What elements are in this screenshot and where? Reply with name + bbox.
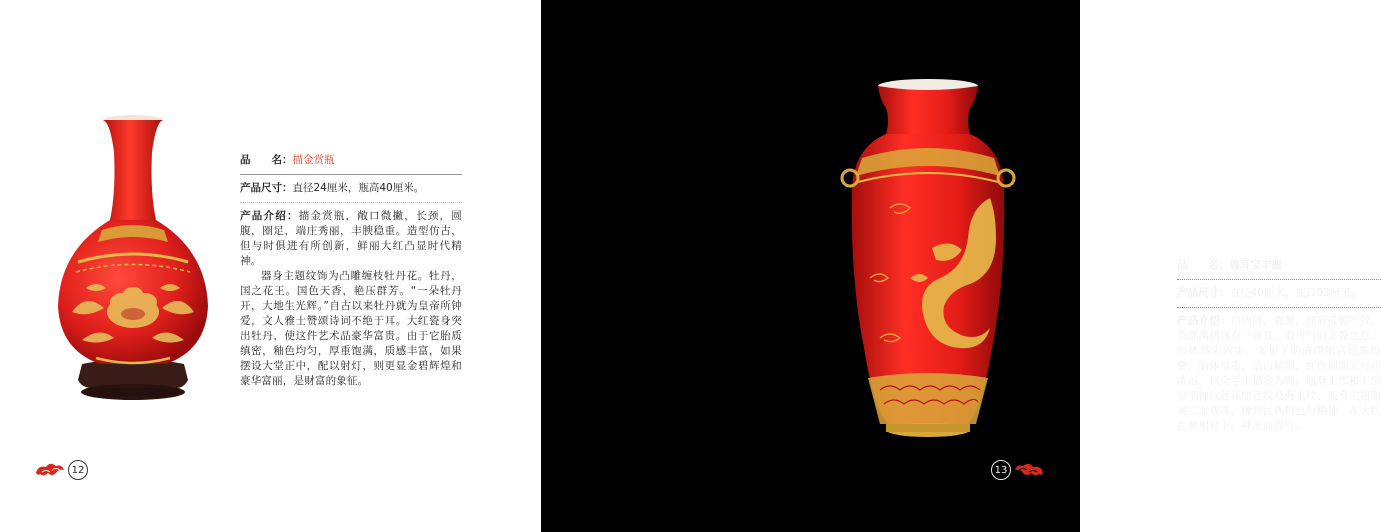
divider	[240, 174, 462, 175]
page-number-left	[34, 460, 88, 480]
divider	[240, 202, 462, 203]
product-intro-text: 描金赏瓶，敞口微撇，长颈，圆腹，圈足，端庄秀丽，丰腴稳重。造型仿古，但与时俱进有所创新，鲜丽大红凸显时代精神。	[240, 210, 462, 267]
product-size-label: 产品尺寸：	[1177, 287, 1230, 299]
page-number: 13	[991, 460, 1011, 480]
divider	[1177, 307, 1381, 308]
product-name-row	[1177, 258, 1381, 273]
product-size-value: 直径40厘米，瓶高93厘米。	[1229, 287, 1362, 299]
product-intro-label: 产品介绍：	[240, 210, 299, 222]
divider	[1177, 279, 1381, 280]
product-intro	[1177, 314, 1381, 434]
peony-vase-image	[52, 112, 214, 408]
left-product-info	[240, 153, 462, 389]
product-name-label: 品 名：	[1177, 259, 1230, 271]
product-intro-label: 产品介绍：	[1177, 315, 1231, 327]
product-intro-text: 口内敛，直颈，溜肩孤腹下敛，肩部两侧各有一兽耳，取贵气而丰盈之意。形体高大敦实，多见于明清两朝宫廷陈设瓷，胎体厚重，洁白精细，红色釉面光亮而浓丽，以全手工描金为饰，瓶身上部和下部分别饰以莲花如意纹及海水纹，瓶身主题图案二龙戏珠，极具民族特色与精神，在大红色釉相衬下，神圣而贵气。	[1177, 315, 1381, 432]
product-size-row	[240, 181, 462, 196]
product-size-label: 产品尺寸：	[240, 182, 293, 194]
page-number: 12	[68, 460, 88, 480]
product-name-value: 描金赏瓶	[292, 154, 335, 166]
right-product-info	[1177, 258, 1381, 434]
product-intro	[240, 209, 462, 269]
product-name-row	[240, 153, 462, 168]
product-description-paragraph: 器身主题纹饰为凸雕缠枝牡丹花。牡丹，国之花王。国色天香，艳压群芳。“一朵牡丹开，大地生光辉。”自古以来牡丹就为皇帝所钟爱，文人雅士赞颂诗词不绝于耳。大红瓷身突出牡丹，使这件艺术品豪华富贵。由于它胎质缜密，釉色均匀，厚重饱满，质感丰富，如果摆设大堂正中，配以射灯，则更显金碧辉煌和豪华富丽，是财富的象征。	[240, 270, 462, 387]
product-size-row	[1177, 286, 1381, 301]
dragon-vase-image	[840, 78, 1016, 458]
cloud-ornament-icon	[34, 461, 68, 479]
product-size-value: 直径24厘米，瓶高40厘米。	[292, 182, 425, 194]
product-name-label: 品 名：	[240, 154, 293, 166]
left-page	[0, 0, 541, 532]
cloud-ornament-icon	[1011, 461, 1045, 479]
product-name-value: 兽耳宝丰瓶	[1229, 259, 1282, 271]
page-number-right	[991, 460, 1045, 480]
